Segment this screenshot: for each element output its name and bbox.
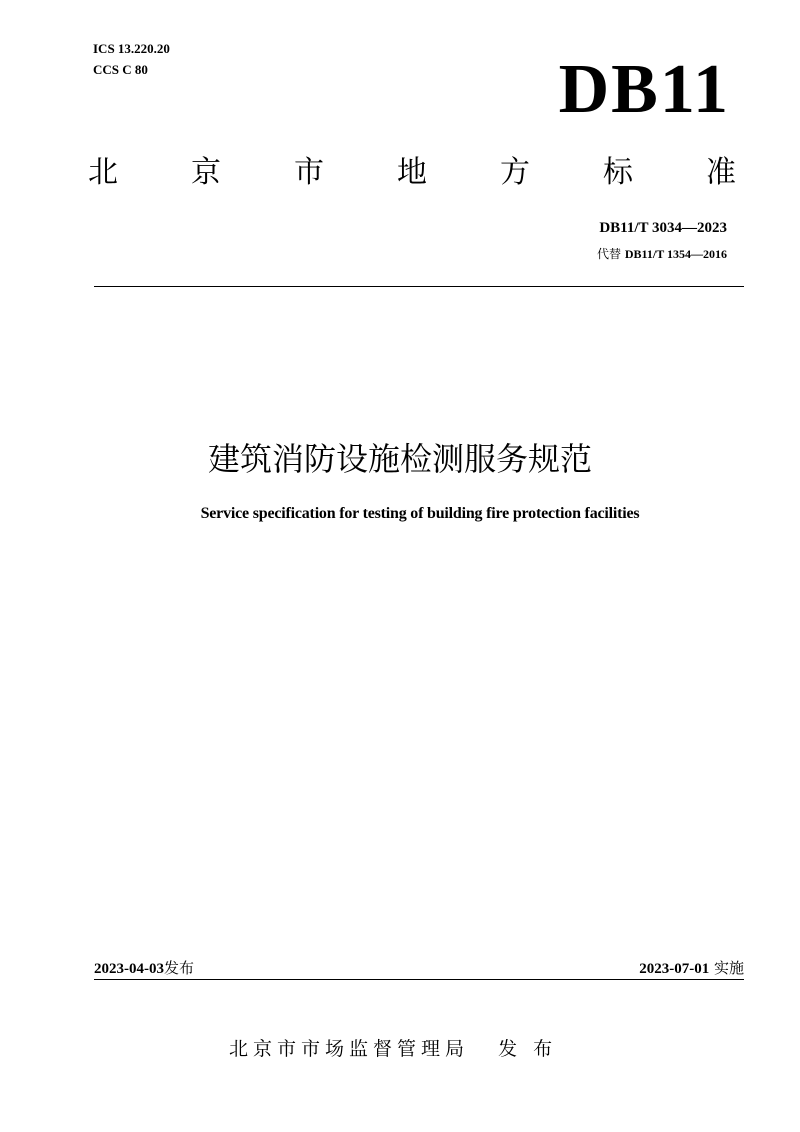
ccs-code: CCS C 80: [93, 62, 148, 77]
publisher-line: [229, 1034, 557, 1061]
classification-codes: [93, 38, 170, 80]
replaces-label: 代替: [597, 247, 622, 261]
standard-type-char: 标: [603, 155, 633, 190]
issue-date-line: [94, 957, 194, 978]
document-title-cn: 建筑消防设施检测服务规范: [207, 440, 592, 478]
standard-type-heading: [88, 153, 736, 193]
publisher-label: 发 布: [498, 1038, 558, 1060]
issue-date: 2023-04-03: [94, 961, 164, 977]
standard-type-char: 准: [706, 155, 736, 190]
standard-code: DB11/T 3034—2023: [599, 220, 727, 236]
document-title-en: Service specification for testing of building fire protection facilities: [200, 505, 640, 522]
publisher-name: 北京市市场监督管理局: [229, 1038, 470, 1060]
top-divider: [94, 286, 744, 287]
standard-type-char: 地: [397, 155, 427, 190]
standard-type-char: 方: [500, 155, 530, 190]
standard-type-char: 北: [88, 155, 118, 190]
replaces-line: [597, 245, 727, 262]
implement-date-line: [639, 957, 744, 978]
implement-date: 2023-07-01: [639, 961, 710, 977]
replaces-code: DB11/T 1354—2016: [624, 247, 727, 261]
bottom-divider: [94, 979, 744, 980]
standard-type-char: 京: [191, 155, 221, 190]
issue-label: 发布: [164, 959, 195, 977]
ics-code: ICS 13.220.20: [93, 41, 170, 56]
db11-logo-code: DB11: [558, 51, 730, 128]
standard-type-char: 市: [294, 155, 324, 190]
implement-label: 实施: [713, 959, 744, 977]
